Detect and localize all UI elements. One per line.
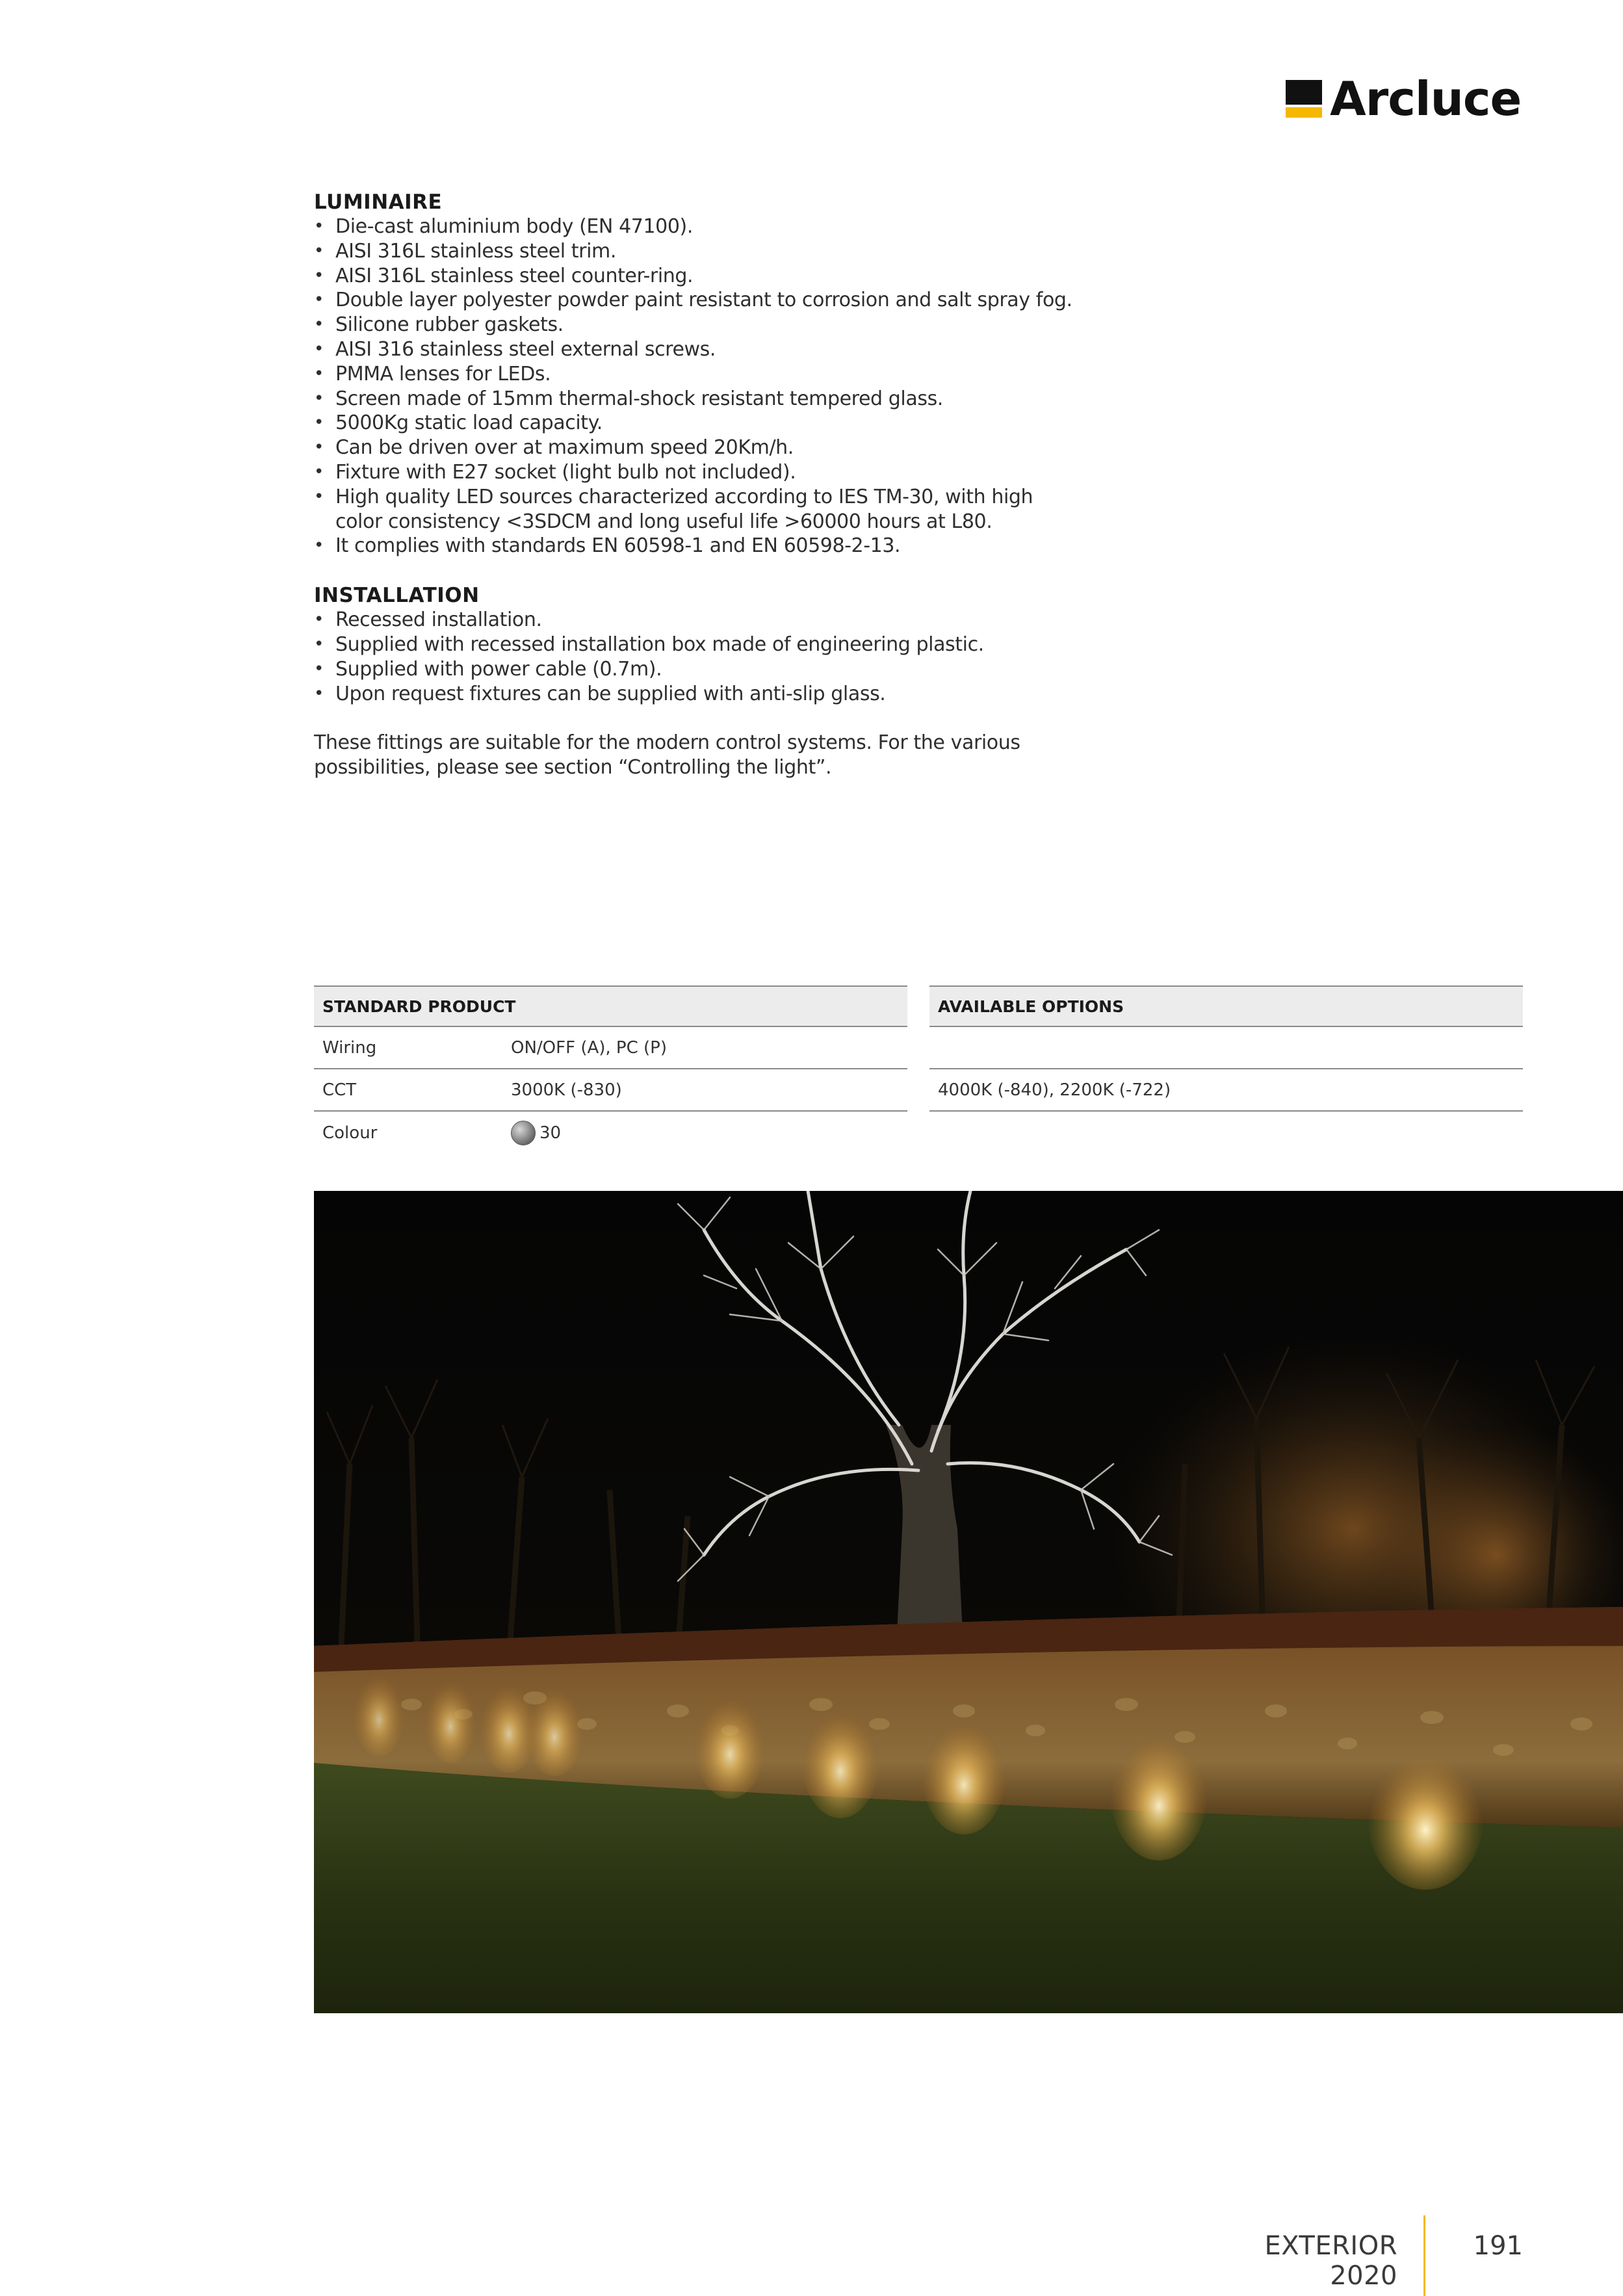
row-value: ON/OFF (A), PC (P) [511, 1037, 667, 1058]
brand-logo [1286, 73, 1521, 125]
luminaire-list [314, 215, 1159, 558]
list-item: • AISI 316L stainless steel trim. [314, 239, 1159, 264]
list-item: • Silicone rubber gaskets. [314, 313, 1159, 337]
list-item: • AISI 316 stainless steel external screws. [314, 337, 1159, 362]
standard-product-header: STANDARD PRODUCT [314, 985, 907, 1027]
luminaire-heading: LUMINAIRE [314, 190, 443, 214]
table-row [314, 1112, 907, 1154]
list-item: • 5000Kg static load capacity. [314, 411, 1159, 436]
brand-logo-text: Arcluce [1330, 72, 1522, 126]
brand-logo-mark [1286, 80, 1322, 118]
list-item: • Die-cast aluminium body (EN 47100). [314, 215, 1159, 239]
footer-divider [1423, 2215, 1425, 2296]
list-item: • Supplied with power cable (0.7m). [314, 657, 1159, 682]
list-item: • PMMA lenses for LEDs. [314, 362, 1159, 387]
table-row [314, 1069, 907, 1112]
list-item: • Screen made of 15mm thermal-shock resistant tempered glass. [314, 387, 1159, 411]
table-row [929, 1069, 1523, 1112]
list-item: • Upon request fixtures can be supplied with anti-slip glass. [314, 682, 1159, 707]
footer-section-title: EXTERIOR 2020 [1264, 2231, 1397, 2291]
row-label: Colour [322, 1123, 378, 1143]
list-item: • Recessed installation. [314, 608, 1159, 633]
product-installation-photo [314, 1191, 1623, 2013]
available-options-header: AVAILABLE OPTIONS [929, 985, 1523, 1027]
list-item: • High quality LED sources characterized according to IES TM-30, with high color consistency <3SDCM and long useful life >60000 hours at L80. [314, 485, 1057, 534]
product-description [314, 190, 1159, 780]
standard-product-table [314, 985, 907, 1154]
row-value [511, 1121, 561, 1145]
table-row [314, 1027, 907, 1069]
row-value: 3000K (-830) [511, 1080, 622, 1100]
row-label: Wiring [322, 1037, 377, 1058]
installation-list [314, 608, 1159, 706]
list-item: • It complies with standards EN 60598-1 and EN 60598-2-13. [314, 534, 1159, 558]
colour-swatch-icon [511, 1121, 536, 1145]
list-item: • Fixture with E27 socket (light bulb not included). [314, 460, 1159, 485]
table-row [929, 1027, 1523, 1069]
available-options-table [929, 985, 1523, 1112]
list-item: • Double layer polyester powder paint resistant to corrosion and salt spray fog. [314, 288, 1159, 313]
list-item: • Can be driven over at maximum speed 20Km/h. [314, 436, 1159, 460]
installation-heading: INSTALLATION [314, 584, 480, 608]
control-systems-note: These fittings are suitable for the modern control systems. For the various possibilities, please see section “Controlling the light”. [314, 731, 1020, 779]
list-item: • AISI 316L stainless steel counter-ring. [314, 264, 1159, 289]
list-item: • Supplied with recessed installation box made of engineering plastic. [314, 633, 1159, 657]
page-number: 191 [1473, 2231, 1523, 2261]
colour-code: 30 [539, 1123, 562, 1143]
row-value: 4000K (-840), 2200K (-722) [938, 1080, 1171, 1100]
row-label: CCT [322, 1080, 357, 1100]
